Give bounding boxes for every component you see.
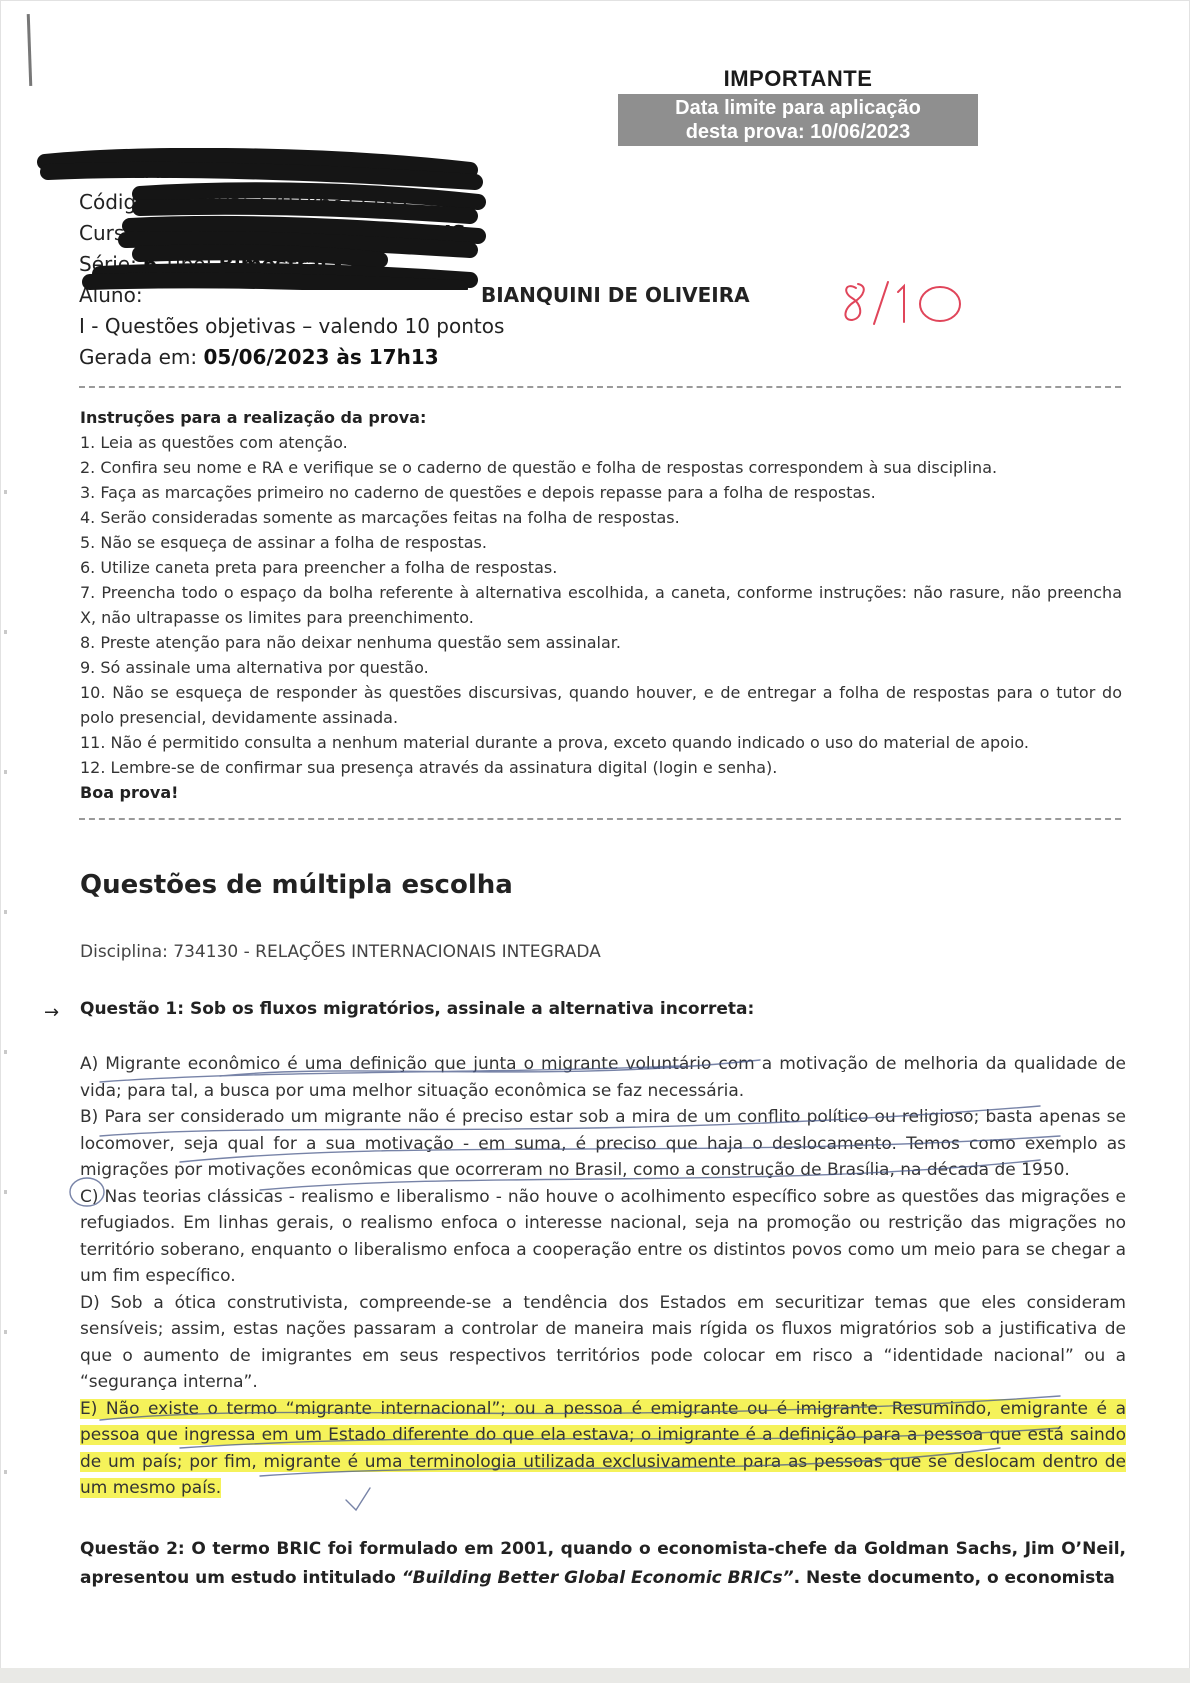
question-2-statement [80, 1535, 1126, 1593]
page-bottom-edge [0, 1668, 1190, 1683]
option-e [80, 1396, 1126, 1502]
grade-text: 8/10 [907, 326, 910, 327]
question-1-options [80, 1051, 1126, 1502]
objectives-text: I - Questões objetivas – valendo 10 pontos [79, 314, 505, 338]
question-1-statement: Questão 1: Sob os fluxos migratórios, assinale a alternativa incorreta: [80, 999, 755, 1019]
generated-value: 05/06/2023 às 17h13 [203, 345, 439, 369]
course-value: RELAÇÕES INTERNACIONAIS [149, 221, 466, 245]
instruction-item: 10. Não se esqueça de responder às questões discursivas, quando houver, e de entregar a folha de respostas para o tutor do polo presencial, devidamente assinada. [80, 683, 1122, 727]
instruction-item: 12. Lembre-se de confirmar sua presença através da assinatura digital (login e senha). [80, 758, 778, 777]
question-2-suffix: . Neste documento, o economista [793, 1568, 1115, 1588]
deadline-box [618, 94, 978, 146]
handwritten-arrow-icon: → [44, 1002, 60, 1023]
institution: UNIP EAD [79, 159, 175, 183]
instruction-item: 8. Preste atenção para não deixar nenhuma questão sem assinalar. [80, 633, 621, 652]
deadline-line-2: desta prova: 10/06/2023 [685, 121, 911, 143]
important-title: IMPORTANTE [723, 66, 873, 91]
instruction-item: 6. Utilize caneta preta para preencher a folha de respostas. [80, 558, 558, 577]
series-value: 6 [143, 252, 158, 276]
divider-top [79, 386, 1121, 388]
instruction-item: 9. Só assinale uma alternativa por questão. [80, 658, 429, 677]
question-2-title: “Building Better Global Economic BRICs” [401, 1568, 794, 1588]
instruction-item: 7. Preencha todo o espaço da bolha referente à alternativa escolhida, a caneta, conforme instruções: não rasure, não preencha X, não ultrapasse os limites para preenchimento. [80, 583, 1122, 627]
instructions-title: Instruções para a realização da prova: [80, 408, 427, 427]
instruction-item: 1. Leia as questões com atenção. [80, 433, 348, 452]
section-title: Questões de múltipla escolha [80, 870, 513, 900]
generated-row [79, 342, 779, 373]
option-a: A) Migrante econômico é uma definição que junta o migrante voluntário com a motivação de melhoria da qualidade de vida; para tal, a busca por uma melhor situação econômica se faz necessária. [80, 1054, 1126, 1101]
student-label: Aluno: [79, 283, 143, 307]
scan-dots [4, 430, 7, 1580]
redaction-scribble [30, 148, 500, 290]
instruction-item: 4. Serão consideradas somente as marcações feitas na folha de respostas. [80, 508, 680, 527]
option-c: C) Nas teorias clássicas - realismo e liberalismo - não houve o acolhimento específico sobre as questões das migrações e refugiados. Em linhas gerais, o realismo enfoca o interesse nacional, seja na promoção ou restrição das migrações no território soberano, enquanto o liberalismo enfoca a cooperação entre os distintos povos como um meio para se chegar a um fim específico. [80, 1186, 1126, 1286]
option-b: B) Para ser considerado um migrante não é preciso estar sob a mira de um conflito político ou religioso; basta apenas se locomover, seja qual for a sua motivação - em suma, é preciso que haja o deslocamento. Temos como exemplo as migrações por motivações econômicas que ocorreram no Brasil, como a construção de Brasília, na década de 1950. [80, 1107, 1126, 1180]
type-value: Bimestral - AP [218, 252, 380, 276]
type-label: Tipo: [163, 252, 213, 276]
generated-label: Gerada em: [79, 345, 198, 369]
student-name: BIANQUINI DE OLIVEIRA [481, 283, 750, 307]
series-label: Série: [79, 252, 137, 276]
option-e-highlight: E) Não existe o termo “migrante internacional”; ou a pessoa é emigrante ou é imigrante. Resumindo, emigrante é a pessoa que ingressa em um Estado diferente do que ela estava; o imigrante é a definição para a pessoa que está saindo de um país; por fim, migrante é uma terminologia utilizada exclusivamente para as pessoas que se deslocam dentro de um mesmo país. [80, 1398, 1126, 1498]
deadline-line-1: Data limite para aplicação [675, 97, 921, 119]
instructions [80, 405, 1122, 805]
code-label: Código da Prova: [79, 190, 249, 214]
handwritten-grade [842, 278, 972, 328]
instruction-item: 11. Não é permitido consulta a nenhum material durante a prova, exceto quando indicado o uso do material de apoio. [80, 733, 1029, 752]
instruction-item: 2. Confira seu nome e RA e verifique se o caderno de questão e folha de respostas correspondem à sua disciplina. [80, 458, 998, 477]
instruction-item: 5. Não se esqueça de assinar a folha de respostas. [80, 533, 487, 552]
objectives-row [79, 311, 779, 342]
question-2-prefix: Questão 2: O termo BRIC foi formulado em 2001, quando o economista-chefe da Goldman Sachs, Jim O’Neil, apresentou um estudo intitulado [80, 1539, 1126, 1588]
discipline: Disciplina: 734130 - RELAÇÕES INTERNACIONAIS INTEGRADA [80, 942, 601, 962]
instructions-closing: Boa prova! [80, 783, 179, 802]
course-label: Curso: [79, 221, 144, 245]
instruction-item: 3. Faça as marcações primeiro no caderno de questões e depois repasse para a folha de respostas. [80, 483, 876, 502]
important-box [618, 66, 978, 146]
code-value: 120186311185 [254, 190, 408, 214]
option-d: D) Sob a ótica construtivista, compreende-se a tendência dos Estados em securitizar temas que eles consideram sensíveis; assim, estas nações passaram a controlar de maneira mais rígida os fluxos migratórios sob a justificativa de que o aumento de imigrantes em seus respectivos territórios pode colocar em risco a “identidade nacional” ou a “segurança interna”. [80, 1292, 1126, 1392]
scan-mark [27, 14, 33, 86]
divider-bottom [79, 818, 1121, 820]
